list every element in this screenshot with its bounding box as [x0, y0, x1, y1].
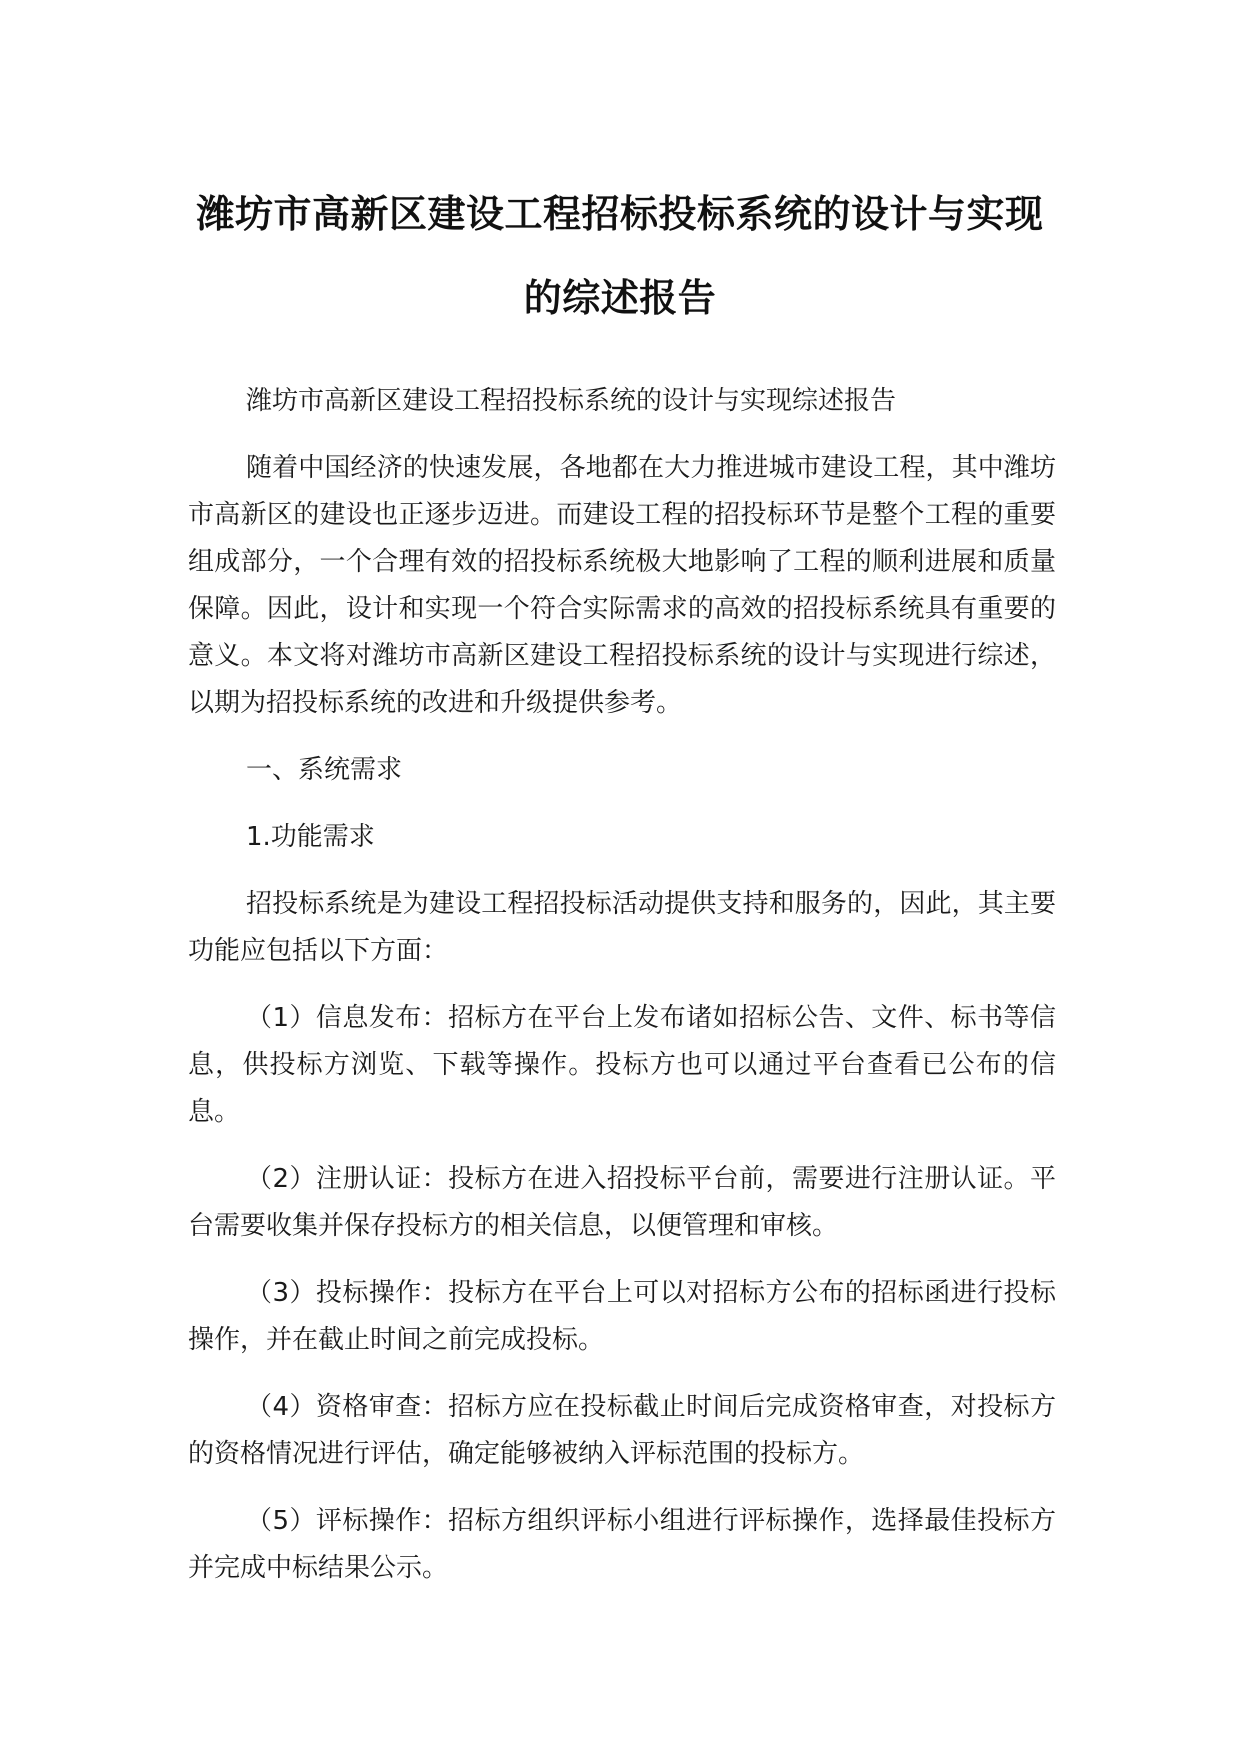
document-body	[188, 378, 1056, 1612]
paragraph-functions-intro: 招投标系统是为建设工程招投标活动提供支持和服务的，因此，其主要功能应包括以下方面：	[188, 889, 1056, 966]
list-item-registration: （2）注册认证：投标方在进入招投标平台前，需要进行注册认证。平台需要收集并保存投标方的相关信息，以便管理和审核。	[188, 1164, 1056, 1241]
list-item-qualification: （4）资格审查：招标方应在投标截止时间后完成资格审查，对投标方的资格情况进行评估，确定能够被纳入评标范围的投标方。	[188, 1392, 1056, 1469]
list-item-evaluation: （5）评标操作：招标方组织评标小组进行评标操作，选择最佳投标方并完成中标结果公示。	[188, 1506, 1056, 1583]
document-title: 潍坊市高新区建设工程招标投标系统的设计与实现的综述报告	[196, 192, 1044, 320]
list-item-info-publish: （1）信息发布：招标方在平台上发布诸如招标公告、文件、标书等信息，供投标方浏览、下载等操作。投标方也可以通过平台查看已公布的信息。	[188, 1003, 1056, 1127]
subsection-heading-functional: 1.功能需求	[246, 822, 375, 852]
paragraph-subtitle: 潍坊市高新区建设工程招投标系统的设计与实现综述报告	[246, 386, 897, 416]
list-item-bidding: （3）投标操作：投标方在平台上可以对招标方公布的招标函进行投标操作，并在截止时间之前完成投标。	[188, 1278, 1056, 1355]
paragraph-intro: 随着中国经济的快速发展，各地都在大力推进城市建设工程，其中潍坊市高新区的建设也正逐步迈进。而建设工程的招投标环节是整个工程的重要组成部分，一个合理有效的招投标系统极大地影响了工程的顺利进展和质量保障。因此，设计和实现一个符合实际需求的高效的招投标系统具有重要的意义。本文将对潍坊市高新区建设工程招投标系统的设计与实现进行综述，以期为招投标系统的改进和升级提供参考。	[188, 453, 1056, 718]
section-heading-requirements: 一、系统需求	[246, 755, 403, 785]
